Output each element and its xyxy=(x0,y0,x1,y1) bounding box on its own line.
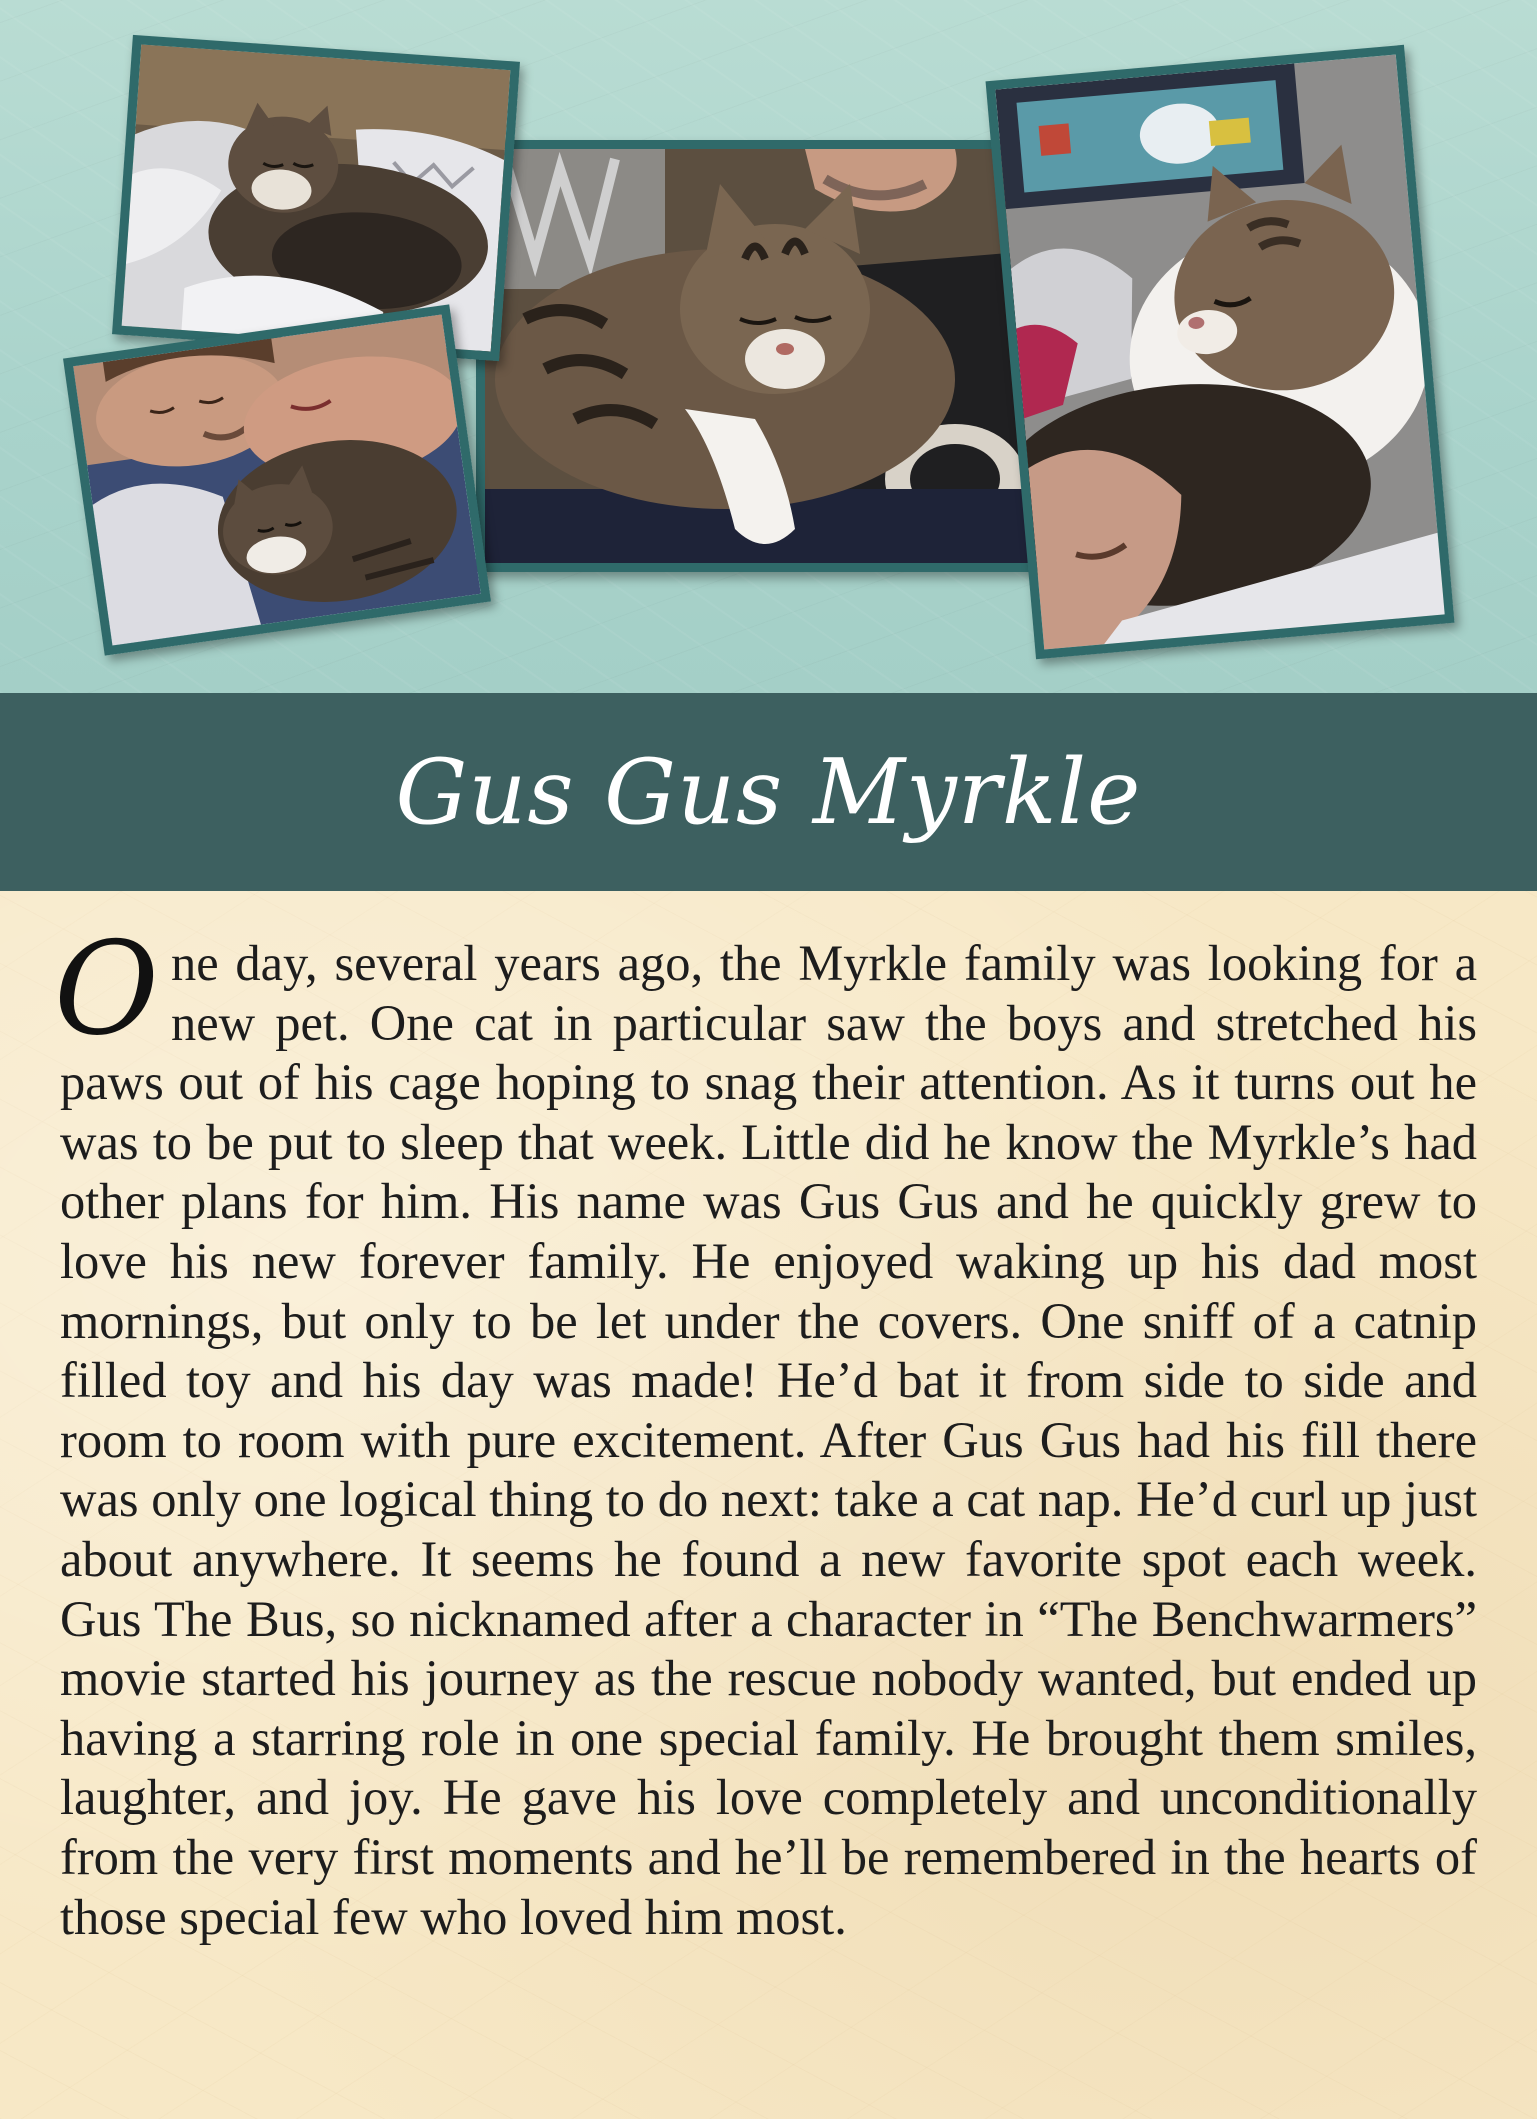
story-body-text: ne day, several years ago, the Myrkle family was looking for a new pet. One cat in particular saw the boys and stretched his paws out of his cage hoping to snag their attention. As it turns out he was to be put to sleep that week. Little did he know the Myrkle’s had other plans for him. His name was Gus Gus and he quickly grew to love his new forever family. He enjoyed waking up his dad most mornings, but only to be let under the covers. One sniff of a catnip filled toy and his day was made! He’d bat it from side to side and room to room with pure excitement. After Gus Gus had his fill there was only one logical thing to do next: take a cat nap. He’d curl up just about anywhere. It seems he found a new favorite spot each week. Gus The Bus, so nicknamed after a character in “The Benchwarmers” movie started his journey as the rescue nobody wanted, but ended up having a starring role in one special family. He brought them smiles, laughter, and joy. He gave his love completely and unconditionally from the very first moments and he’ll be remembered in the hearts of those special few who loved him most. xyxy=(60,935,1477,1945)
story-section xyxy=(0,891,1537,2119)
photo-man-and-cat-napping-image xyxy=(73,314,481,645)
photo-man-and-cat-napping xyxy=(63,304,491,655)
photo-cat-on-shoulder xyxy=(476,140,1066,572)
photo-cat-on-shoulder-image xyxy=(485,149,1057,563)
title-banner xyxy=(0,693,1537,891)
photo-cat-sleeping-on-blanket xyxy=(112,35,520,361)
drop-cap: O xyxy=(54,915,159,1064)
photo-cat-sleeping-on-blanket-image xyxy=(122,44,511,351)
story-paragraph xyxy=(54,915,1477,1947)
photo-cat-on-head xyxy=(986,45,1455,659)
photo-cat-on-head-image xyxy=(995,55,1444,650)
photo-collage-area xyxy=(0,0,1537,693)
page-title: Gus Gus Myrkle xyxy=(395,739,1142,845)
